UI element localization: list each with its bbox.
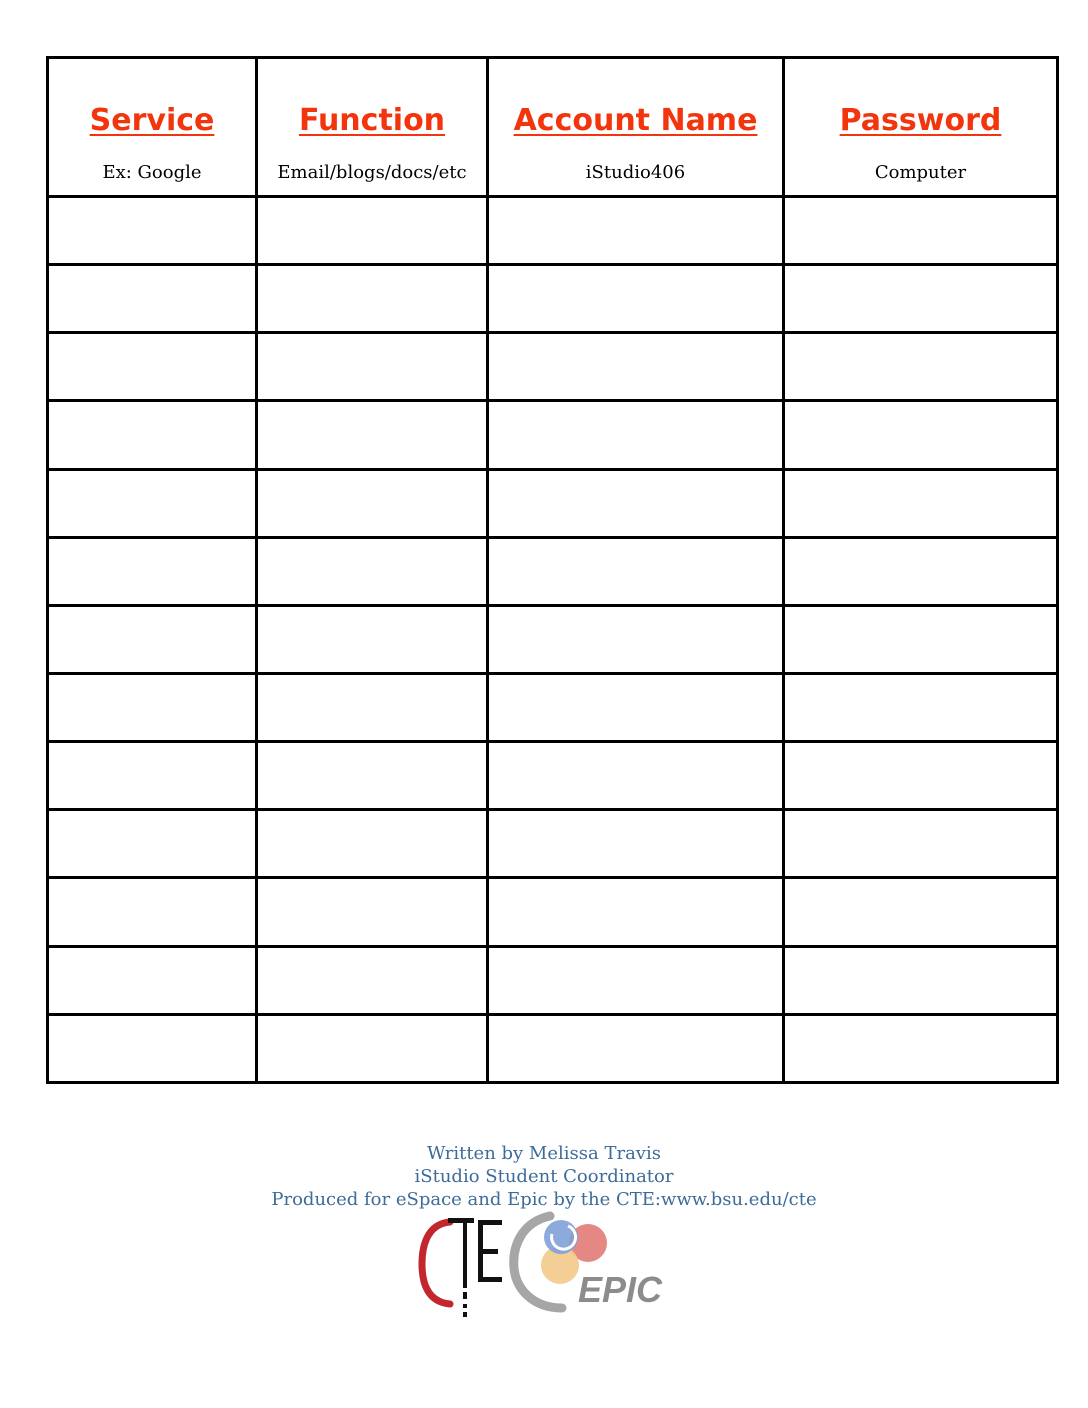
blank-cell-function (257, 265, 488, 333)
blank-cell-function (257, 605, 488, 673)
table-row (48, 469, 1058, 537)
blank-cell-account-name (488, 810, 784, 878)
credit-producer: Produced for eSpace and Epic by the CTE:www.bsu.edu/cte (271, 1189, 817, 1210)
table-row (48, 673, 1058, 741)
blank-cell-password (784, 401, 1058, 469)
header-cell-service (48, 58, 257, 197)
column-title-password: Password (839, 103, 1002, 138)
blank-cell-service (48, 605, 257, 673)
table-row (48, 742, 1058, 810)
blank-cell-account-name (488, 673, 784, 741)
blank-cell-service (48, 742, 257, 810)
blank-cell-function (257, 878, 488, 946)
column-title-function: Function (298, 103, 446, 138)
column-example-service: Ex: Google (102, 162, 202, 183)
column-example-function: Email/blogs/docs/etc (277, 162, 467, 183)
blank-cell-account-name (488, 469, 784, 537)
blank-cell-function (257, 742, 488, 810)
table-row (48, 946, 1058, 1014)
blank-cell-account-name (488, 605, 784, 673)
blank-cell-account-name (488, 401, 784, 469)
blank-cell-service (48, 265, 257, 333)
blank-cell-service (48, 810, 257, 878)
blank-cell-account-name (488, 878, 784, 946)
blank-cell-function (257, 537, 488, 605)
blank-cell-password (784, 878, 1058, 946)
blank-cell-account-name (488, 946, 784, 1014)
blank-cell-account-name (488, 537, 784, 605)
blank-cell-service (48, 401, 257, 469)
credit-author: Written by Melissa Travis (427, 1143, 661, 1164)
blank-cell-service (48, 469, 257, 537)
password-log-table (46, 56, 1059, 1084)
epic-wordmark: EPIC (578, 1269, 663, 1310)
table-row (48, 605, 1058, 673)
column-example-account-name: iStudio406 (585, 162, 686, 183)
blank-cell-password (784, 946, 1058, 1014)
blank-cell-password (784, 265, 1058, 333)
blank-cell-account-name (488, 742, 784, 810)
blank-cell-function (257, 197, 488, 265)
blank-cell-function (257, 469, 488, 537)
blank-cell-account-name (488, 265, 784, 333)
table-row (48, 810, 1058, 878)
header-cell-account-name (488, 58, 784, 197)
blank-cell-service (48, 946, 257, 1014)
blank-cell-password (784, 469, 1058, 537)
table-row (48, 401, 1058, 469)
table-row (48, 878, 1058, 946)
blank-cell-service (48, 673, 257, 741)
blank-cell-service (48, 1014, 257, 1082)
blank-cell-function (257, 401, 488, 469)
logos (418, 1208, 688, 1324)
column-title-account-name: Account Name (513, 103, 758, 138)
blank-cell-service (48, 333, 257, 401)
blank-cell-function (257, 946, 488, 1014)
table-body (48, 197, 1058, 1083)
blank-cell-password (784, 1014, 1058, 1082)
table-row (48, 265, 1058, 333)
blank-cell-account-name (488, 333, 784, 401)
blank-cell-password (784, 742, 1058, 810)
table-row (48, 197, 1058, 265)
column-example-password: Computer (874, 162, 967, 183)
table-row (48, 1014, 1058, 1082)
blank-cell-account-name (488, 1014, 784, 1082)
credits-block (0, 1142, 1088, 1211)
cte-logo (422, 1218, 502, 1317)
blank-cell-service (48, 197, 257, 265)
table-row (48, 333, 1058, 401)
column-title-service: Service (89, 103, 215, 138)
header-cell-function (257, 58, 488, 197)
blank-cell-function (257, 333, 488, 401)
blank-cell-service (48, 878, 257, 946)
blank-cell-password (784, 673, 1058, 741)
header-row (48, 58, 1058, 197)
blank-cell-password (784, 333, 1058, 401)
blank-cell-service (48, 537, 257, 605)
blank-cell-function (257, 1014, 488, 1082)
header-cell-password (784, 58, 1058, 197)
blank-cell-password (784, 810, 1058, 878)
blank-cell-password (784, 537, 1058, 605)
blank-cell-function (257, 810, 488, 878)
table-row (48, 537, 1058, 605)
blank-cell-password (784, 605, 1058, 673)
credit-role: iStudio Student Coordinator (414, 1166, 674, 1187)
blank-cell-password (784, 197, 1058, 265)
blank-cell-account-name (488, 197, 784, 265)
blank-cell-function (257, 673, 488, 741)
epic-logo (514, 1216, 663, 1310)
